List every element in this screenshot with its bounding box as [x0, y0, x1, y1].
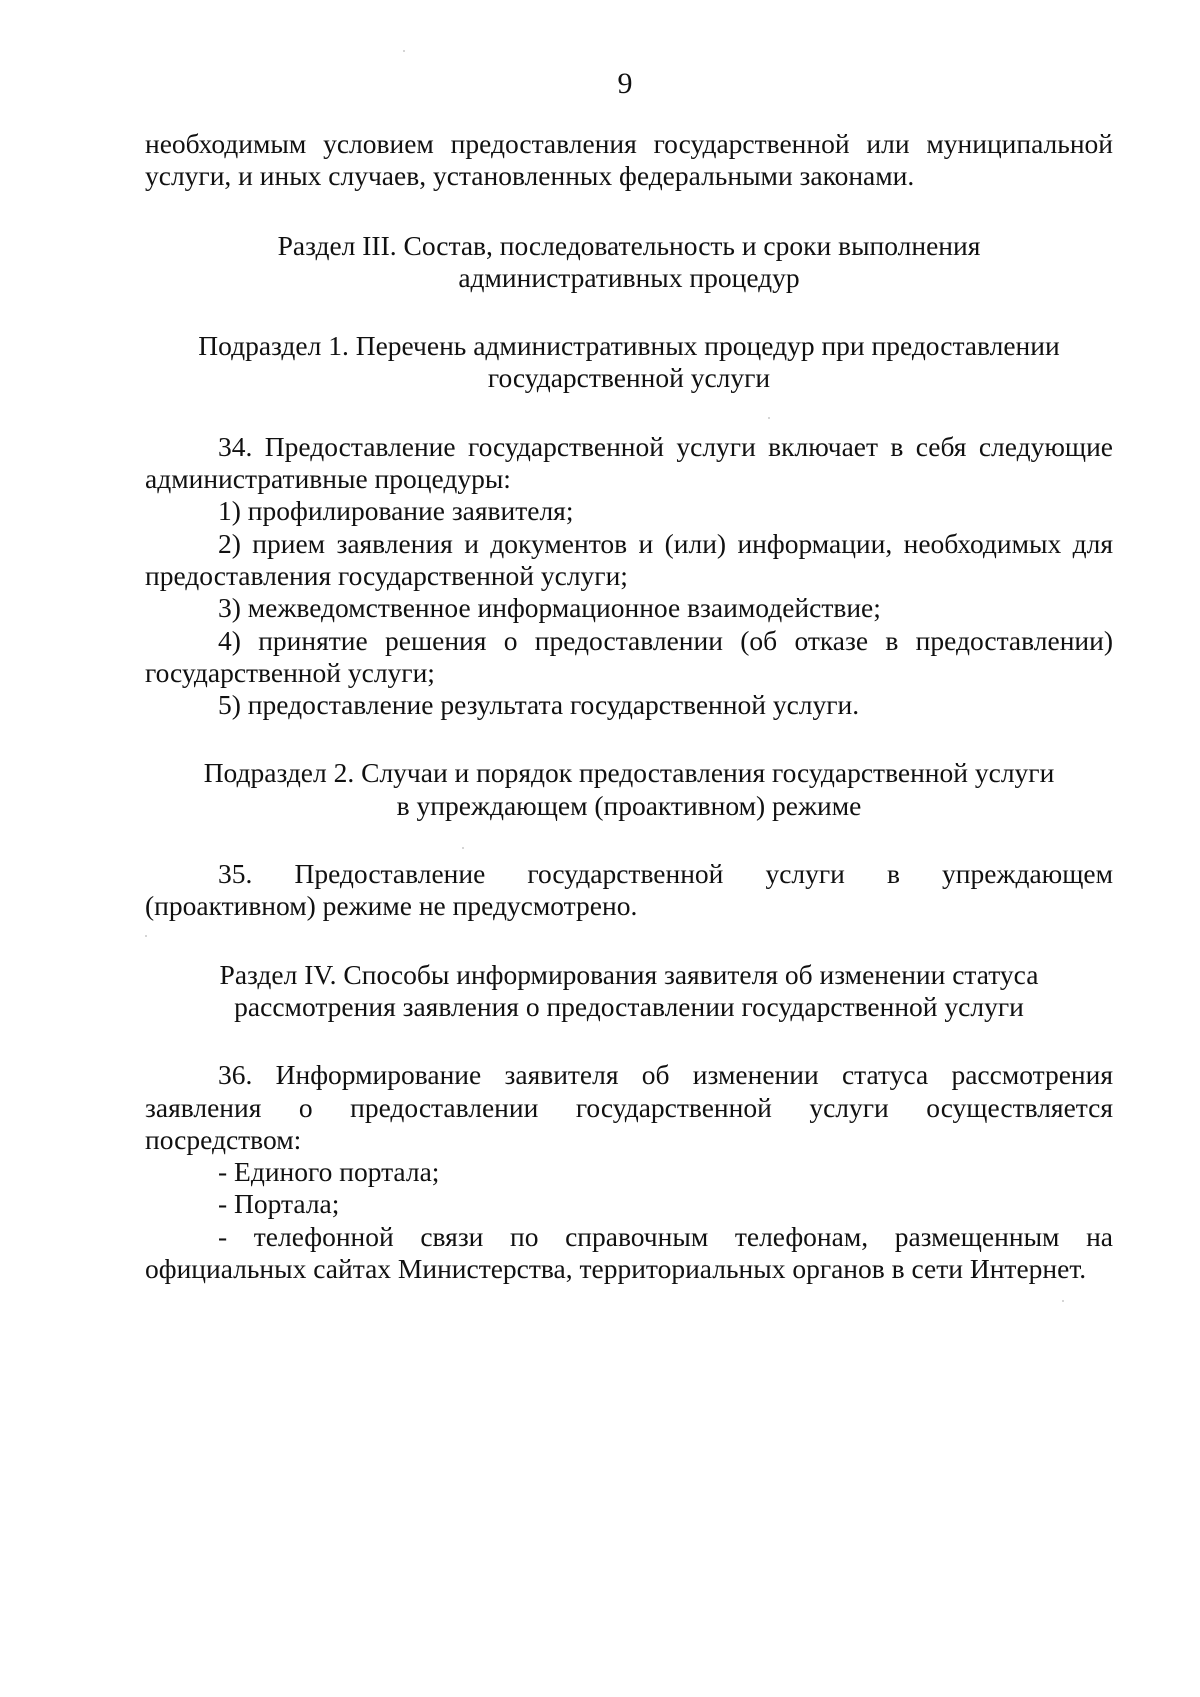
page-number: 9: [617, 67, 633, 100]
subsection-2-heading: [145, 757, 1113, 822]
subsection-1-heading-line-2: государственной услуги: [487, 362, 771, 394]
paragraph-34-item-1: 1) профилирование заявителя;: [218, 495, 574, 527]
section-4-heading: [145, 959, 1113, 1024]
document-body: [145, 128, 1113, 1285]
subsection-2-heading-line-1: Подраздел 2. Случаи и порядок предоставления государственной услуги: [203, 757, 1055, 789]
paragraph-34-item-5: 5) предоставление результата государственной услуги.: [218, 689, 860, 721]
scan-speck: [145, 935, 147, 937]
subsection-2-heading-line-2: в упреждающем (проактивном) режиме: [396, 789, 862, 821]
section-4-heading-line-2: рассмотрения заявления о предоставлении государственной услуги: [234, 990, 1024, 1022]
paragraph-36: 36. Информирование заявителя об изменении статуса рассмотрения заявления о предоставлении государственной услуги осуществляется посредством:: [145, 1059, 1113, 1155]
paragraph-36-item-3: - телефонной связи по справочным телефонам, размещенным на официальных сайтах Министерства, территориальных органов в сети Интернет.: [145, 1220, 1113, 1285]
scan-speck: [403, 50, 405, 52]
paragraph-36-item-1: - Единого портала;: [218, 1156, 440, 1188]
section-3-heading-line-1: Раздел III. Состав, последовательность и сроки выполнения: [277, 229, 981, 261]
section-3-heading-line-2: административных процедур: [458, 261, 800, 293]
intro-paragraph: [145, 128, 1113, 193]
paragraph-34-item-3: 3) межведомственное информационное взаимодействие;: [218, 592, 881, 624]
paragraph-36-item-2: - Портала;: [218, 1188, 340, 1220]
paragraph-34-item-4: 4) принятие решения о предоставлении (об отказе в предоставлении) государственной услуги;: [145, 624, 1113, 688]
section-4-heading-line-1: Раздел IV. Способы информирования заявителя об изменении статуса: [219, 958, 1039, 990]
scan-speck: [462, 847, 464, 849]
paragraph-34-item-2: 2) прием заявления и документов и (или) информации, необходимых для предоставления государственной услуги;: [145, 527, 1113, 591]
section-3-heading: [145, 230, 1113, 295]
intro-line-2: услуги, и иных случаев, установленных федеральными законами.: [145, 160, 915, 192]
paragraph-34: 34. Предоставление государственной услуги включает в себя следующие административные процедуры:: [145, 430, 1113, 495]
scan-speck: [1062, 1300, 1064, 1302]
subsection-1-heading-line-1: Подраздел 1. Перечень административных процедур при предоставлении: [198, 330, 1060, 362]
intro-line-1: необходимым условием предоставления государственной или муниципальной: [145, 128, 1113, 159]
scan-speck: [768, 417, 770, 419]
paragraph-35: 35. Предоставление государственной услуги в упреждающем (проактивном) режиме не предусмотрено.: [145, 858, 1113, 922]
subsection-1-heading: [145, 330, 1113, 395]
